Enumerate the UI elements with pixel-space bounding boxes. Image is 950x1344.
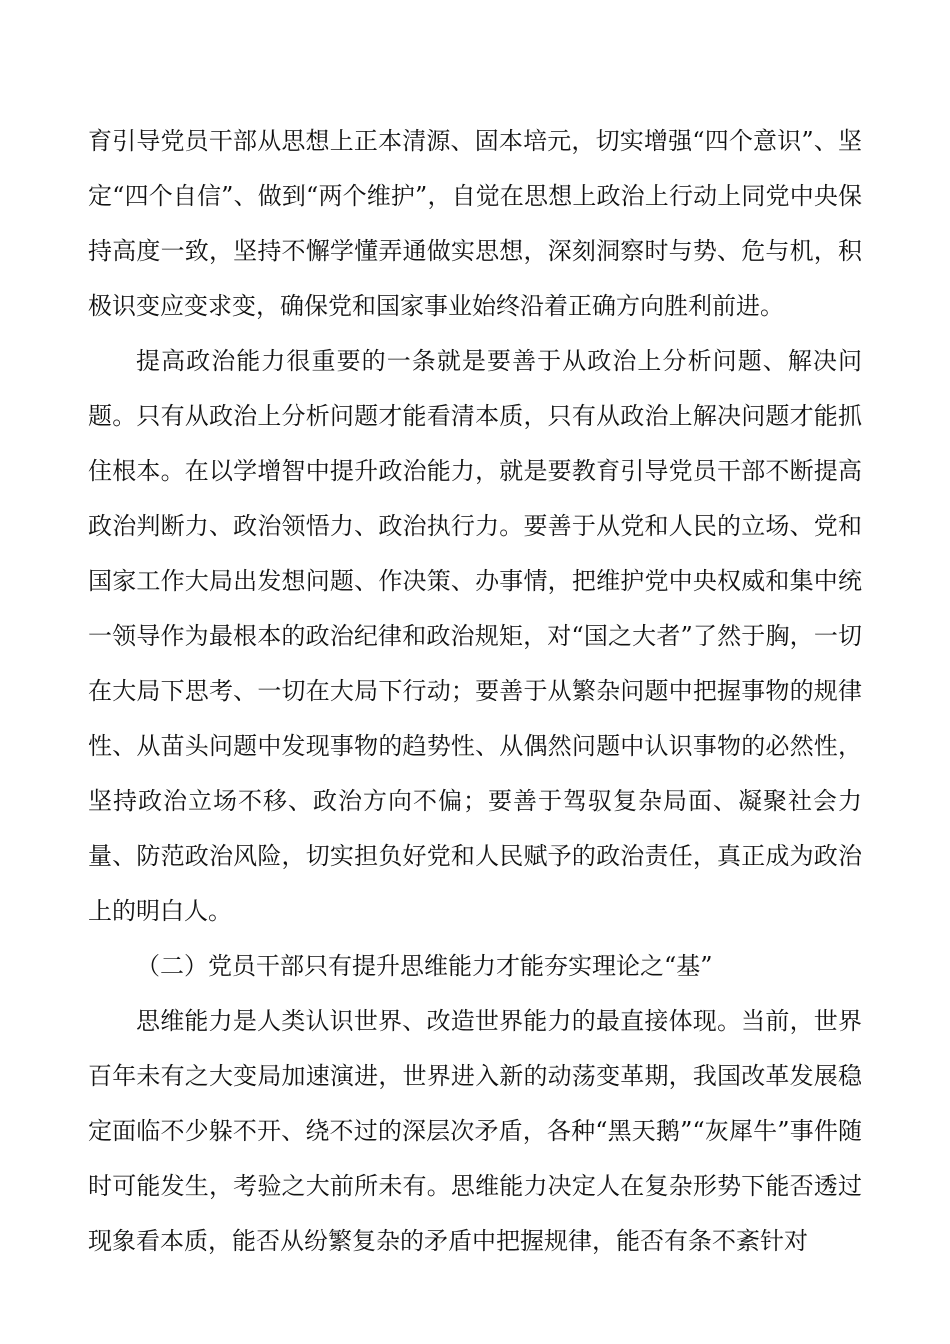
section-heading: （二）党员干部只有提升思维能力才能夯实理论之“基” — [136, 952, 713, 980]
document-page — [88, 114, 862, 1269]
paragraph-continuation: 育引导党员干部从思想上正本清源、固本培元，切实增强“四个意识”、坚定“四个自信”、做到“两个维护”，自觉在思想上政治上行动上同党中央保持高度一致，坚持不懈学懂弄通做实思想，深刻洞察时与势、危与机，积极识变应变求变，确保党和国家事业始终沿着正确方向胜利前进。 — [88, 127, 862, 320]
paragraph-political-ability: 提高政治能力很重要的一条就是要善于从政治上分析问题、解决问题。只有从政治上分析问题才能看清本质，只有从政治上解决问题才能抓住根本。在以学增智中提升政治能力，就是要教育引导党员干部不断提高政治判断力、政治领悟力、政治执行力。要善于从党和人民的立场、党和国家工作大局出发想问题、作决策、办事情，把维护党中央权威和集中统一领导作为最根本的政治纪律和政治规矩，对“国之大者”了然于胸，一切在大局下思考、一切在大局下行动；要善于从繁杂问题中把握事物的规律性、从苗头问题中发现事物的趋势性、从偶然问题中认识事物的必然性，坚持政治立场不移、政治方向不偏；要善于驾驭复杂局面、凝聚社会力量、防范政治风险，切实担负好党和人民赋予的政治责任，真正成为政治上的明白人。 — [88, 347, 862, 925]
paragraph-thinking-ability: 思维能力是人类认识世界、改造世界能力的最直接体现。当前，世界百年未有之大变局加速演进，世界进入新的动荡变革期，我国改革发展稳定面临不少躲不开、绕不过的深层次矛盾，各种“黑天鹅”“灰犀牛”事件随时可能发生，考验之大前所未有。思维能力决定人在复杂形势下能否透过现象看本质，能否从纷繁复杂的矛盾中把握规律，能否有条不紊针对 — [88, 1007, 862, 1255]
